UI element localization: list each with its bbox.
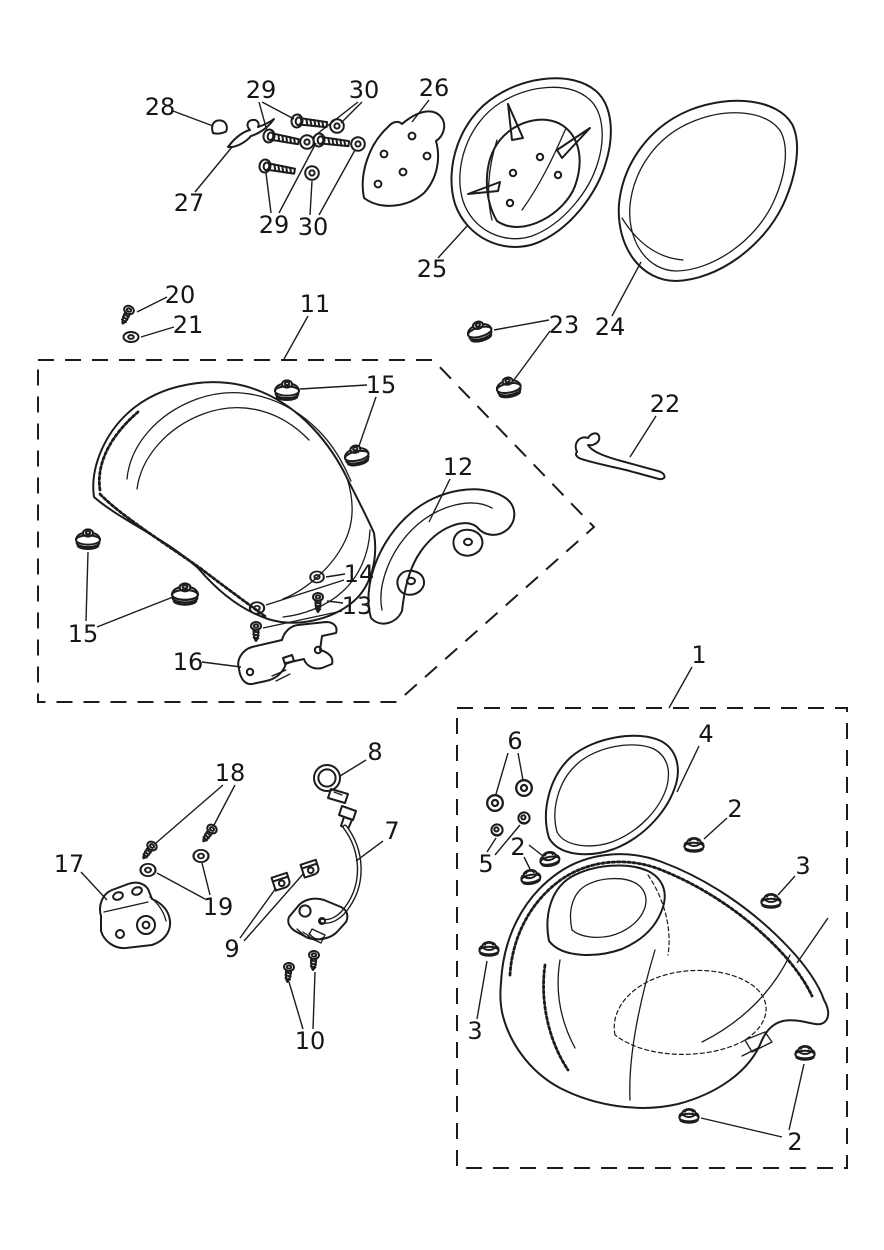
leader-line-10 [313, 972, 315, 1029]
leader-line [797, 918, 828, 963]
grommet-15-3 [76, 529, 100, 549]
callout-7: 7 [384, 817, 400, 845]
leader-line-30 [319, 150, 355, 215]
leader-line-22 [630, 416, 656, 457]
domenut-5-2 [518, 812, 529, 823]
leader-line-15 [359, 397, 376, 446]
washer-30-1 [330, 119, 344, 133]
callout-19: 19 [202, 893, 234, 921]
callout-30: 30 [348, 76, 380, 104]
backrest-pad-24 [619, 101, 797, 281]
grommet-3-2 [479, 942, 498, 956]
leader-line-2 [704, 818, 727, 839]
washer-6-2 [516, 780, 532, 796]
washer-19-2 [141, 864, 156, 876]
grommet-23-2 [495, 375, 522, 398]
callout-3: 3 [795, 852, 811, 880]
washer-19-1 [194, 850, 209, 862]
leader-line-3 [778, 876, 795, 895]
callout-4: 4 [698, 720, 714, 748]
leader-line-4 [677, 746, 699, 792]
screw-18-2 [199, 823, 218, 844]
clip-9-1 [272, 873, 291, 891]
callout-15: 15 [365, 371, 397, 399]
backrest-pad-4 [546, 736, 678, 854]
leader-line-15 [86, 552, 88, 621]
seat-latch-7 [288, 899, 347, 943]
callout-2: 2 [510, 833, 526, 861]
callout-9: 9 [224, 935, 240, 963]
screw-13-2 [251, 622, 261, 641]
assembly-box-11 [38, 360, 594, 702]
leader-line-8 [340, 760, 366, 776]
washer-30-2 [300, 135, 314, 149]
bracket-17 [100, 883, 170, 948]
callout-11: 11 [299, 290, 331, 318]
grommet-2-5 [679, 1109, 698, 1123]
leader-line-17 [81, 872, 107, 900]
seat-tool-22 [576, 433, 665, 479]
callout-25: 25 [416, 255, 448, 283]
callout-27: 27 [173, 189, 205, 217]
leader-line-23 [514, 331, 550, 380]
grommet-2-2 [539, 850, 560, 867]
cap-28 [212, 120, 227, 133]
leader-line-28 [173, 111, 213, 126]
leader-line-2 [529, 845, 543, 856]
callout-16: 16 [172, 648, 204, 676]
screw-20 [118, 304, 135, 325]
callout-3: 3 [467, 1017, 483, 1045]
seat-1 [500, 854, 828, 1108]
leader-line-24 [612, 262, 641, 316]
screw-29-2 [262, 129, 299, 149]
leader-line-10 [289, 982, 303, 1029]
seat-11 [93, 382, 375, 622]
leader-line-18 [214, 785, 235, 825]
leader-line-2 [789, 1064, 804, 1130]
callout-1: 1 [691, 641, 707, 669]
leader-line-6 [518, 753, 523, 780]
leader-line-9 [240, 888, 276, 938]
callout-22: 22 [649, 390, 681, 418]
leader-line-29 [266, 173, 271, 213]
callout-17: 17 [53, 850, 85, 878]
screw-29-1 [291, 114, 328, 131]
leader-line-2 [701, 1118, 782, 1137]
callout-2: 2 [787, 1128, 803, 1156]
grommet-2-3 [520, 868, 541, 885]
domenut-5-1 [491, 824, 502, 835]
callout-21: 21 [172, 311, 204, 339]
leader-line-21 [141, 327, 174, 337]
washer-30-4 [305, 166, 319, 180]
screw-29-3 [313, 133, 350, 150]
release-cable-7 [322, 806, 359, 921]
leader-line-23 [494, 320, 549, 330]
clip-9-2 [301, 860, 320, 878]
callout-28: 28 [144, 93, 176, 121]
assembly-box-1 [457, 708, 847, 1168]
backrest-base-25 [451, 78, 610, 247]
screw-29-4 [258, 159, 295, 178]
callout-20: 20 [164, 281, 196, 309]
leader-line-27 [195, 147, 232, 192]
leader-line-19 [157, 873, 205, 899]
leader-line-15 [300, 385, 367, 389]
leader-line-12 [429, 479, 450, 522]
grommet-2-4 [795, 1046, 814, 1060]
grommet-2-1 [684, 838, 703, 852]
callout-6: 6 [507, 727, 523, 755]
leader-line-29 [262, 102, 294, 119]
leader-line-7 [356, 841, 383, 861]
grommet-15-1 [275, 380, 299, 400]
callout-29: 29 [245, 76, 277, 104]
callout-5: 5 [478, 850, 494, 878]
grommet-23-1 [465, 319, 493, 344]
leader-line-6 [496, 753, 508, 794]
leader-line-25 [438, 225, 468, 258]
grommet-3-1 [761, 894, 780, 908]
leader-line-13 [327, 601, 343, 603]
callout-14: 14 [343, 560, 375, 588]
callout-15: 15 [67, 620, 99, 648]
callout-13: 13 [341, 592, 373, 620]
washer-30-3 [351, 137, 365, 151]
washer-21 [124, 332, 139, 342]
washer-6-1 [487, 795, 503, 811]
callout-12: 12 [442, 453, 474, 481]
leader-line-16 [202, 662, 241, 667]
mount-plate-26 [363, 111, 444, 205]
leader-line-19 [202, 863, 210, 895]
screw-10-2 [308, 951, 319, 971]
grab-rail-12 [368, 489, 514, 623]
callout-24: 24 [594, 313, 626, 341]
leader-line-11 [284, 316, 308, 359]
callout-26: 26 [418, 74, 450, 102]
pull-ring-8 [314, 765, 348, 803]
screw-18-1 [139, 840, 158, 861]
leader-line-30 [310, 181, 312, 215]
callout-18: 18 [214, 759, 246, 787]
leader-line-15 [97, 597, 173, 627]
leader-line-14 [326, 574, 345, 577]
callout-2: 2 [727, 795, 743, 823]
callout-8: 8 [367, 738, 383, 766]
callout-10: 10 [294, 1027, 326, 1055]
leader-line-1 [669, 667, 692, 708]
leader-line-20 [137, 297, 167, 312]
screw-10-1 [282, 962, 294, 982]
callout-29: 29 [258, 211, 290, 239]
callout-23: 23 [548, 311, 580, 339]
callout-30: 30 [297, 213, 329, 241]
leader-line-3 [477, 961, 487, 1019]
grommet-15-4 [172, 583, 198, 604]
grommet-15-2 [343, 443, 371, 467]
